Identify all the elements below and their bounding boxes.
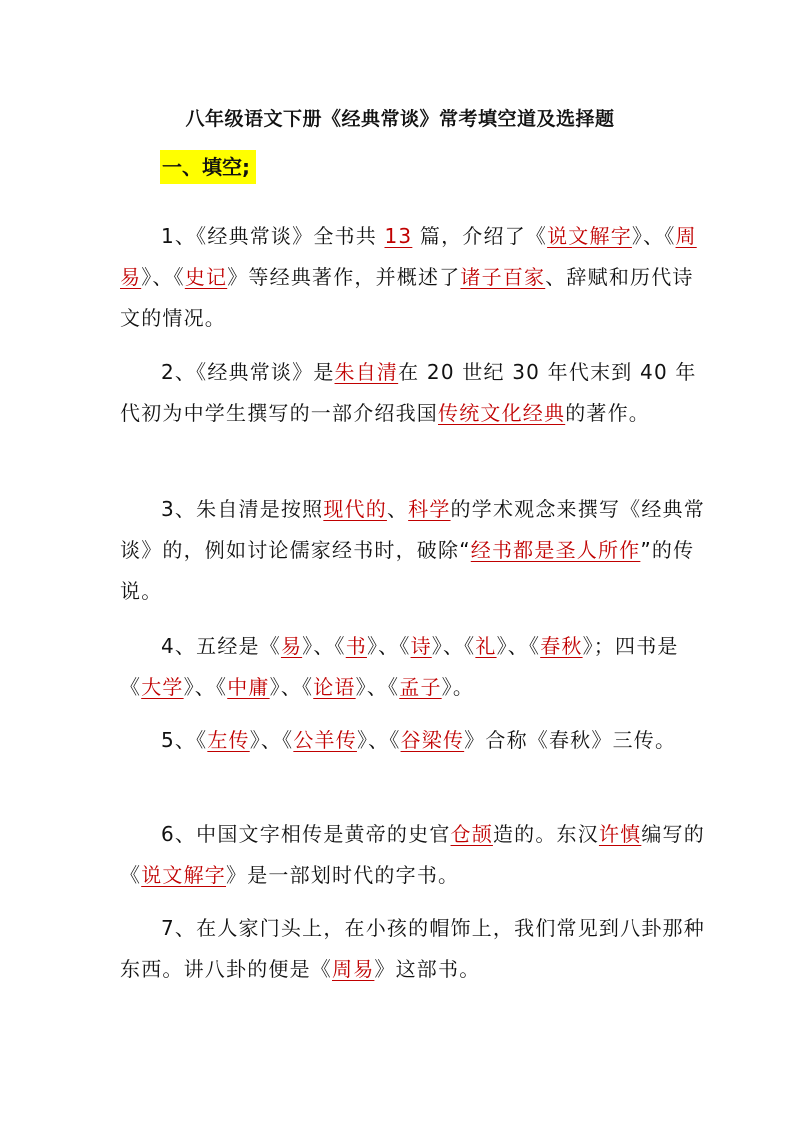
answer-blank: 说文解字	[547, 224, 632, 248]
answer-blank: 诸子百家	[460, 265, 546, 289]
answer-blank: 礼	[475, 634, 497, 658]
question-text: 》、《	[249, 728, 294, 752]
question-text: 1、《经典常谈》全书共	[161, 224, 385, 248]
answer-blank: 传统文化经典	[438, 401, 566, 425]
fill-blank-item	[120, 908, 710, 990]
answer-blank: 论语	[313, 675, 356, 699]
answer-blank: 周易	[332, 957, 375, 981]
question-text: 4、五经是《	[161, 634, 281, 658]
answer-blank: 朱自清	[334, 360, 399, 384]
answer-blank: 仓颉	[450, 822, 493, 846]
question-text: 》。	[441, 675, 475, 699]
answer-blank: 春秋	[540, 634, 583, 658]
answer-blank: 左传	[207, 728, 250, 752]
question-text: 造的。东汉	[492, 822, 599, 846]
question-text: 》、《	[431, 634, 476, 658]
answer-blank: 现代的	[323, 497, 387, 521]
fill-blank-item	[120, 352, 710, 434]
answer-blank: 13	[384, 224, 413, 248]
answer-blank: 书	[345, 634, 367, 658]
answer-blank: 史记	[184, 265, 228, 289]
question-text: 》这部书。	[374, 957, 481, 981]
question-text: 、	[386, 497, 409, 521]
question-text: 》；四书是《	[120, 634, 679, 699]
section-heading: 一、填空;	[160, 150, 256, 184]
answer-blank: 中庸	[227, 675, 270, 699]
answer-blank: 说文解字	[141, 863, 227, 887]
answer-blank: 谷梁传	[400, 728, 465, 752]
answer-blank: 科学	[408, 497, 451, 521]
question-text: 》、《	[496, 634, 541, 658]
question-text: 7、在人家门头上，在小孩的帽饰上，我们常见到八卦那种东西。讲八卦的便是《	[120, 916, 705, 981]
document-title: 八年级语文下册《经典常谈》常考填空道及选择题	[185, 108, 615, 130]
answer-blank: 大学	[141, 675, 184, 699]
fill-blank-item	[120, 814, 710, 896]
question-text: 的学术观念来撰写《经典常谈》的，例如讨论儒家经书时，破除“	[120, 497, 705, 562]
question-text: 编写的《	[120, 822, 705, 887]
question-text: 》合称《春秋》三传。	[464, 728, 677, 752]
answer-blank: 许慎	[598, 822, 642, 846]
fill-blank-item	[120, 626, 710, 708]
question-text: 6、中国文字相传是黄帝的史官	[161, 822, 451, 846]
answer-blank: 经书都是圣人所作	[470, 538, 641, 562]
answer-blank: 孟子	[399, 675, 442, 699]
question-text: 篇，介绍了《	[412, 224, 548, 248]
answer-blank: 周易	[120, 224, 697, 289]
question-text: 的著作。	[565, 401, 651, 425]
question-text: 》、《	[141, 265, 185, 289]
question-text: 》、《	[183, 675, 228, 699]
question-text: 》、《	[631, 224, 676, 248]
question-text: 》、《	[269, 675, 314, 699]
question-text: 》、《	[355, 675, 400, 699]
fill-blank-item	[120, 489, 710, 612]
answer-blank: 诗	[410, 634, 432, 658]
question-text: 》、《	[366, 634, 411, 658]
question-text: 》是一部划时代的字书。	[226, 863, 460, 887]
question-text: ”的传说。	[120, 538, 695, 603]
question-text: 在 20 世纪 30 年代末到 40 年代初为中学生撰写的一部介绍我国	[120, 360, 697, 425]
answer-blank: 公羊传	[293, 728, 357, 752]
question-text: 》等经典著作，并概述了	[227, 265, 461, 289]
question-text: 3、朱自清是按照	[161, 497, 324, 521]
question-text: 5、《	[161, 728, 208, 752]
answer-blank: 易	[280, 634, 303, 658]
question-text: 》、《	[356, 728, 401, 752]
question-text: 》、《	[302, 634, 346, 658]
question-text: 2、《经典常谈》是	[161, 360, 335, 384]
fill-blank-item	[120, 720, 710, 761]
fill-blank-item	[120, 216, 710, 339]
question-text: 、辞赋和历代诗文的情况。	[120, 265, 694, 330]
